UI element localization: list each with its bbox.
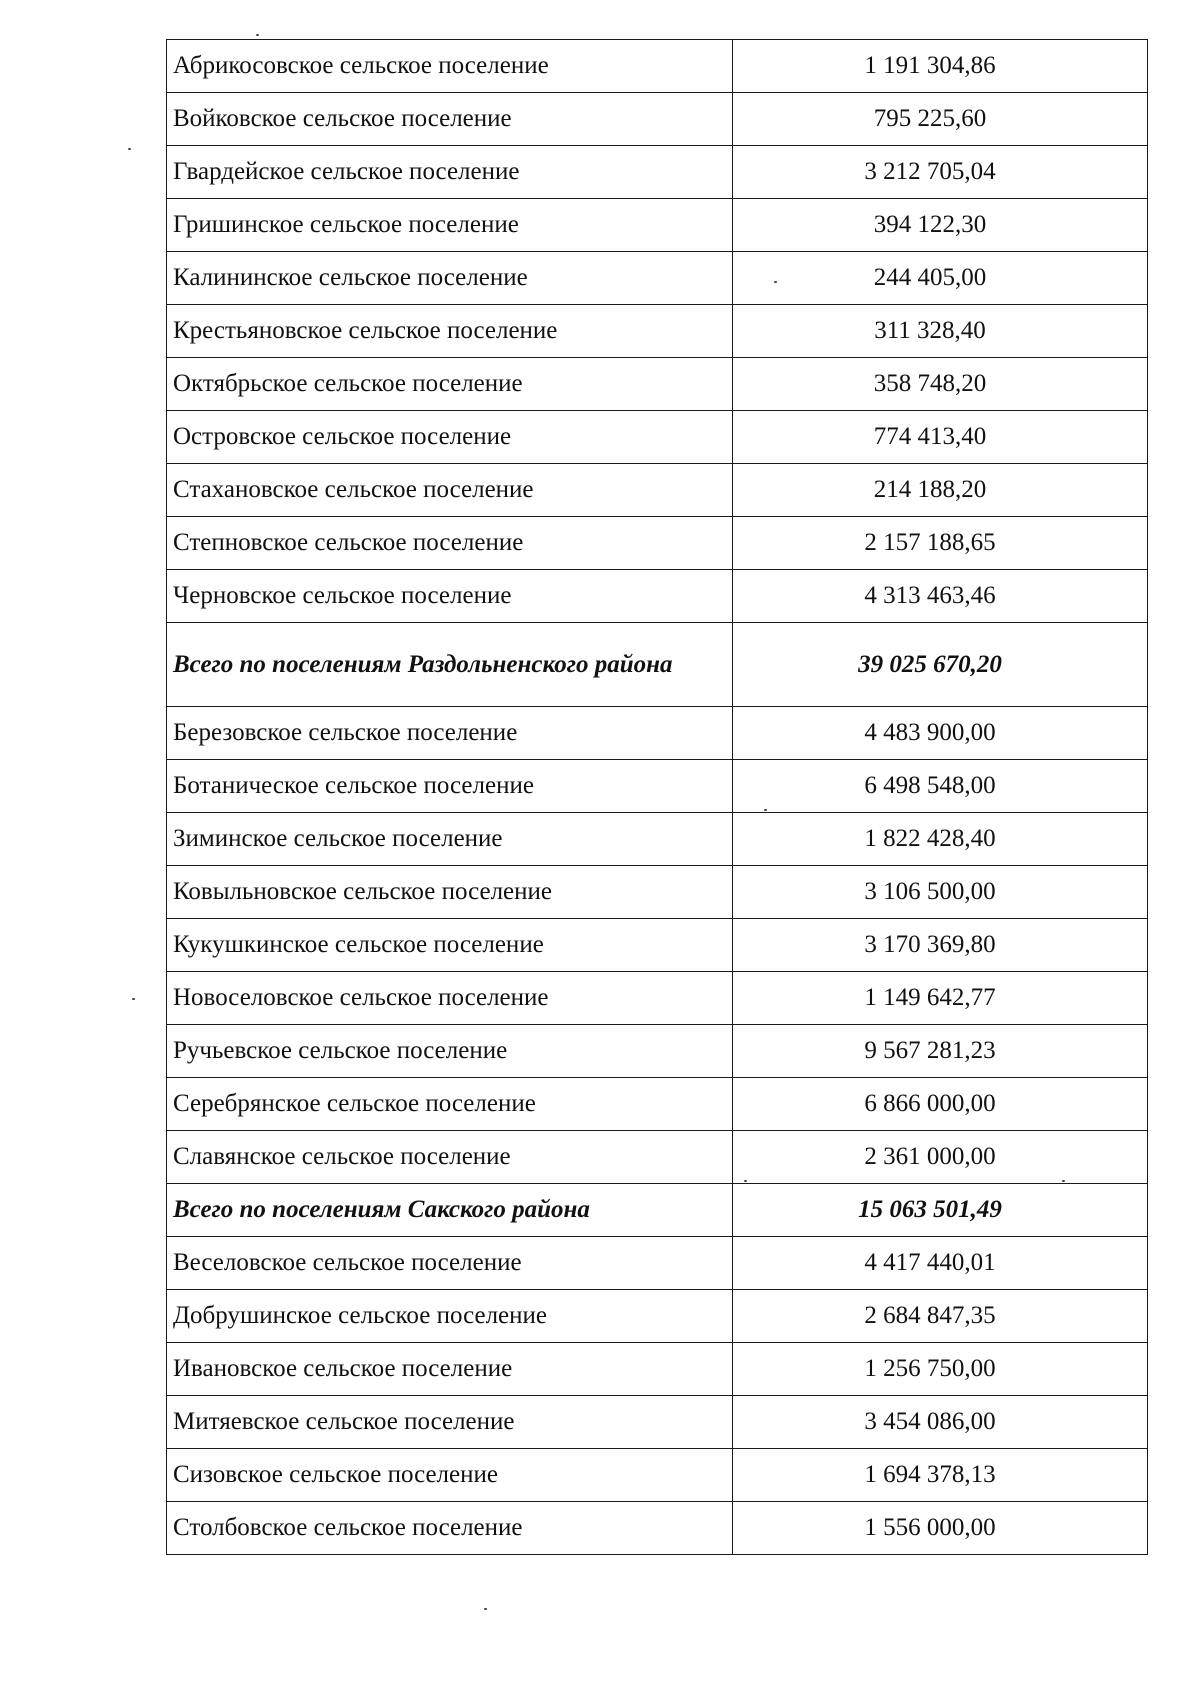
scan-speck [1062,1180,1065,1182]
table-row [167,93,1148,146]
scan-speck [774,281,777,283]
amount-cell: 6 866 000,00 [733,1078,1148,1131]
settlement-name-cell: Зиминское сельское поселение [167,813,733,866]
settlement-name-cell: Новоселовское сельское поселение [167,972,733,1025]
amount-cell: 311 328,40 [733,305,1148,358]
amount-cell: 394 122,30 [733,199,1148,252]
table-row [167,760,1148,813]
settlement-name-cell: Ботаническое сельское поселение [167,760,733,813]
table-row [167,358,1148,411]
amount-cell: 1 149 642,77 [733,972,1148,1025]
amount-cell: 3 212 705,04 [733,146,1148,199]
amount-cell: 1 822 428,40 [733,813,1148,866]
amount-cell: 795 225,60 [733,93,1148,146]
settlement-name-cell: Крестьяновское сельское поселение [167,305,733,358]
table-row [167,146,1148,199]
settlement-name-cell: Гвардейское сельское поселение [167,146,733,199]
settlement-name-cell: Столбовское сельское поселение [167,1502,733,1555]
settlement-name-cell: Серебрянское сельское поселение [167,1078,733,1131]
settlement-name-cell: Черновское сельское поселение [167,570,733,623]
table-row [167,1343,1148,1396]
table-row [167,411,1148,464]
table-row [167,1396,1148,1449]
settlement-name-cell: Ивановское сельское поселение [167,1343,733,1396]
settlement-name-cell: Гришинское сельское поселение [167,199,733,252]
settlement-name-cell: Калининское сельское поселение [167,252,733,305]
amount-cell: 39 025 670,20 [733,623,1148,707]
table-row [167,1078,1148,1131]
scan-speck [132,998,135,1000]
settlement-name-cell: Митяевское сельское поселение [167,1396,733,1449]
amount-cell: 3 106 500,00 [733,866,1148,919]
table-row [167,252,1148,305]
amount-cell: 774 413,40 [733,411,1148,464]
settlement-name-cell: Абрикосовское сельское поселение [167,40,733,93]
table-row [167,199,1148,252]
settlement-name-cell: Добрушинское сельское поселение [167,1290,733,1343]
settlements-budget-table [166,39,1148,1555]
table-row [167,1237,1148,1290]
settlement-name-cell: Славянское сельское поселение [167,1131,733,1184]
settlement-name-cell: Сизовское сельское поселение [167,1449,733,1502]
table-row [167,40,1148,93]
amount-cell: 4 313 463,46 [733,570,1148,623]
table-row [167,1449,1148,1502]
amount-cell: 4 483 900,00 [733,707,1148,760]
settlement-name-cell: Степновское сельское поселение [167,517,733,570]
amount-cell: 358 748,20 [733,358,1148,411]
table-body [167,40,1148,1555]
table-row [167,813,1148,866]
table-row [167,517,1148,570]
table-row [167,707,1148,760]
settlement-name-cell: Октябрьское сельское поселение [167,358,733,411]
table-row [167,866,1148,919]
scan-speck [484,1608,487,1610]
settlement-name-cell: Ковыльновское сельское поселение [167,866,733,919]
amount-cell: 15 063 501,49 [733,1184,1148,1237]
amount-cell: 3 170 369,80 [733,919,1148,972]
settlement-name-cell: Всего по поселениям Сакского района [167,1184,733,1237]
amount-cell: 2 684 847,35 [733,1290,1148,1343]
amount-cell: 244 405,00 [733,252,1148,305]
table-row [167,1290,1148,1343]
amount-cell: 1 256 750,00 [733,1343,1148,1396]
settlement-name-cell: Березовское сельское поселение [167,707,733,760]
amount-cell: 3 454 086,00 [733,1396,1148,1449]
scan-speck [256,34,259,36]
amount-cell: 214 188,20 [733,464,1148,517]
scan-speck [764,809,767,811]
amount-cell: 1 191 304,86 [733,40,1148,93]
table-row [167,305,1148,358]
settlement-name-cell: Войковское сельское поселение [167,93,733,146]
amount-cell: 9 567 281,23 [733,1025,1148,1078]
table-row [167,464,1148,517]
table-row [167,919,1148,972]
settlement-name-cell: Кукушкинское сельское поселение [167,919,733,972]
settlement-name-cell: Всего по поселениям Раздольненского района [167,623,733,707]
scan-speck [128,148,131,150]
table-row [167,1131,1148,1184]
amount-cell: 6 498 548,00 [733,760,1148,813]
amount-cell: 4 417 440,01 [733,1237,1148,1290]
amount-cell: 2 361 000,00 [733,1131,1148,1184]
settlement-name-cell: Стахановское сельское поселение [167,464,733,517]
settlement-name-cell: Ручьевское сельское поселение [167,1025,733,1078]
total-row [167,623,1148,707]
amount-cell: 1 694 378,13 [733,1449,1148,1502]
amount-cell: 2 157 188,65 [733,517,1148,570]
settlement-name-cell: Веселовское сельское поселение [167,1237,733,1290]
scan-speck [744,1180,747,1182]
table-row [167,1502,1148,1555]
table-row [167,570,1148,623]
total-row [167,1184,1148,1237]
settlement-name-cell: Островское сельское поселение [167,411,733,464]
table-row [167,1025,1148,1078]
amount-cell: 1 556 000,00 [733,1502,1148,1555]
table-row [167,972,1148,1025]
